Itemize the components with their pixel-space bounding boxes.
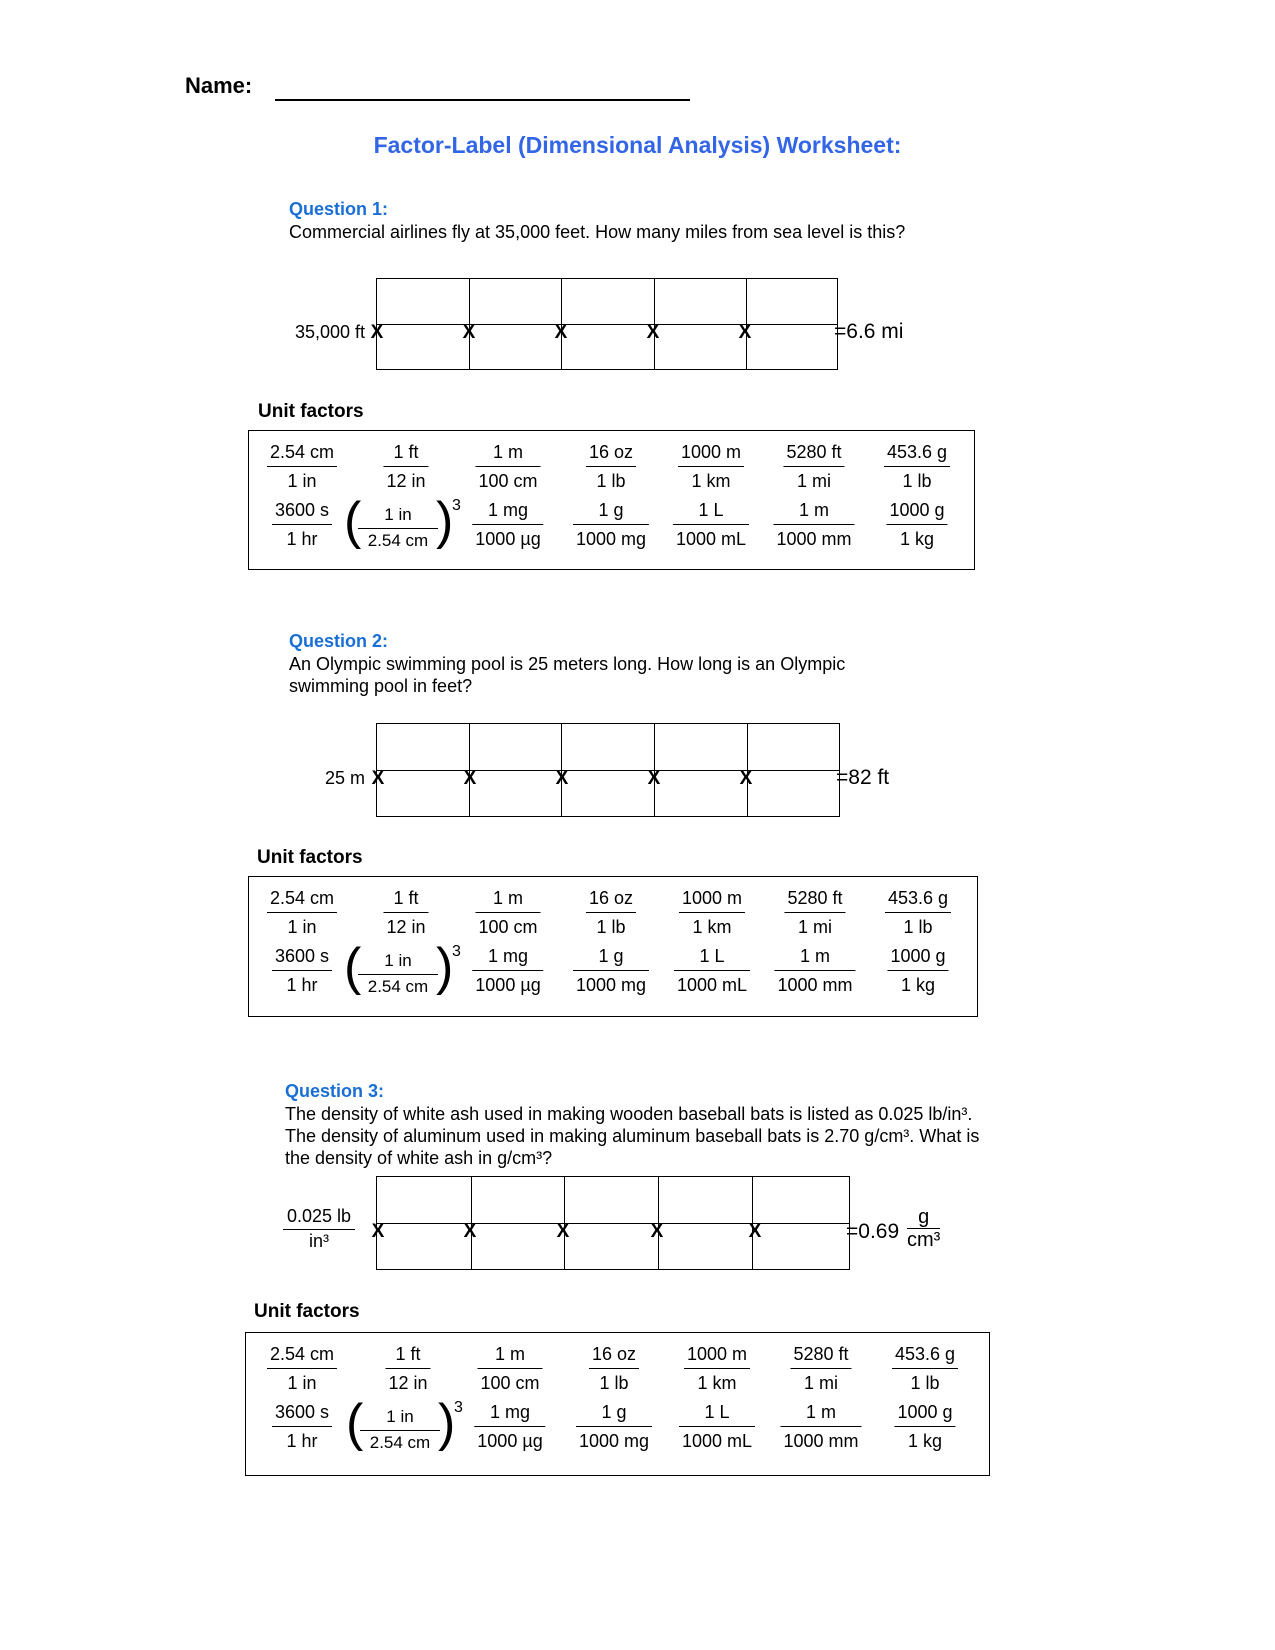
unit-factors-box [248, 876, 978, 1017]
unit-factor-denominator: 1 hr [286, 975, 318, 995]
unit-factor-denominator: 1000 mg [578, 1431, 650, 1451]
unit-factor-numerator: 1 ft [383, 441, 428, 467]
start-numerator: 0.025 lb [283, 1206, 355, 1230]
unit-factor-denominator: 100 cm [478, 917, 538, 937]
unit-factor-denominator: 1000 mL [676, 975, 748, 995]
unit-factor-numerator: 2.54 cm [267, 1343, 337, 1369]
unit-factor-numerator: 1 m [477, 1343, 542, 1369]
question-1-start-value: 35,000 ft [294, 322, 365, 342]
unit-factor-denominator: 2.54 cm [367, 531, 429, 550]
unit-factor-fraction [589, 1343, 639, 1394]
unit-factor-numerator: 2.54 cm [267, 441, 337, 467]
unit-factor-fraction [272, 1401, 332, 1452]
unit-factor-numerator: 1 L [679, 1401, 755, 1427]
unit-factor-fraction [477, 1343, 542, 1394]
name-blank-line[interactable] [275, 99, 690, 101]
unit-factors-heading: Unit factors [254, 1301, 360, 1322]
unit-factor-numerator: 5280 ft [790, 1343, 851, 1369]
unit-factor-fraction [780, 1401, 861, 1452]
multiply-sign: X [556, 1221, 570, 1242]
unit-factor-numerator: 453.6 g [885, 887, 951, 913]
unit-factors-box [248, 430, 975, 570]
unit-factor-fraction [267, 1343, 337, 1394]
unit-factor-fraction [684, 1343, 750, 1394]
unit-factor-fraction [576, 1401, 652, 1452]
unit-factor-denominator: 1 lb [599, 1373, 629, 1393]
unit-factor-numerator: 1000 g [887, 945, 948, 971]
unit-factor-numerator: 1 m [780, 1401, 861, 1427]
unit-factor-numerator: 1 g [573, 499, 649, 525]
exponent: 3 [452, 943, 461, 960]
question-2-text: An Olympic swimming pool is 25 meters long. How long is an Olympic swimming pool in feet? [289, 654, 846, 696]
unit-factor-numerator: 3600 s [272, 1401, 332, 1427]
unit-factor-denominator: 1 lb [910, 1373, 940, 1393]
question-2-heading: Question 2: [289, 631, 389, 651]
unit-factor-denominator: 1000 mm [776, 529, 852, 549]
multiply-sign: X [554, 322, 568, 343]
unit-factor-fraction [679, 887, 745, 938]
unit-factor-fraction [475, 887, 540, 938]
unit-factor-denominator: 1 kg [899, 529, 935, 549]
question-1-conversion-grid[interactable] [376, 278, 838, 370]
unit-factor-numerator: 1 m [475, 887, 540, 913]
multiply-sign: X [555, 768, 569, 789]
unit-factor-denominator: 1 kg [900, 975, 936, 995]
question-3-answer-units [907, 1206, 940, 1251]
unit-factor-numerator: 1 g [573, 945, 649, 971]
unit-factor-denominator: 1000 µg [477, 1431, 543, 1451]
unit-factor-denominator: 1 km [692, 917, 732, 937]
multiply-sign: X [371, 1221, 385, 1242]
unit-factor-denominator: 2.54 cm [367, 977, 429, 996]
unit-factor-denominator: 1000 mm [783, 1431, 859, 1451]
unit-factor-denominator: 1000 mL [675, 529, 747, 549]
unit-factor-denominator: 1 mi [803, 1373, 839, 1393]
unit-factor-denominator: 1 in [287, 1373, 317, 1393]
unit-factor-numerator: 1000 g [894, 1401, 955, 1427]
right-parenthesis: ) [436, 938, 454, 996]
unit-factor-fraction [892, 1343, 958, 1394]
right-parenthesis: ) [436, 492, 454, 550]
unit-factor-numerator: 1 ft [385, 1343, 430, 1369]
unit-factor-denominator: 1000 mg [575, 975, 647, 995]
unit-factor-fraction [267, 441, 337, 492]
unit-factor-denominator: 1000 mm [777, 975, 853, 995]
start-denominator: in³ [309, 1231, 330, 1251]
unit-factor-fraction [573, 945, 649, 996]
unit-factor-fraction [884, 441, 950, 492]
unit-factor-denominator: 1 in [287, 917, 317, 937]
unit-factor-numerator: 16 oz [589, 1343, 639, 1369]
multiply-sign: X [370, 322, 384, 343]
unit-factor-numerator: 1 mg [472, 945, 543, 971]
unit-factor-denominator: 1 km [697, 1373, 737, 1393]
unit-factor-fraction [887, 945, 948, 996]
unit-factor-denominator: 1 in [287, 471, 317, 491]
left-parenthesis: ( [344, 938, 362, 996]
question-3-text: The density of white ash used in making wooden baseball bats is listed as 0.025 lb/in³. The density of aluminum used in making aluminum baseball bats is 2.70 g/cm³. What is the density of white ash in g/cm³? [285, 1104, 980, 1168]
unit-factor-numerator: 16 oz [586, 441, 636, 467]
unit-factor-fraction [674, 945, 750, 996]
left-parenthesis: ( [344, 492, 362, 550]
unit-factor-numerator: 1 in [360, 1407, 440, 1431]
unit-factors-heading: Unit factors [258, 401, 364, 422]
unit-factor-numerator: 1 m [774, 945, 855, 971]
unit-factor-fraction [673, 499, 749, 550]
left-parenthesis: ( [346, 1394, 364, 1452]
unit-factor-fraction [586, 441, 636, 492]
multiply-sign: X [371, 768, 385, 789]
multiply-sign: X [646, 322, 660, 343]
multiply-sign: X [463, 1221, 477, 1242]
unit-factor-denominator: 1 lb [596, 471, 626, 491]
unit-factor-denominator: 12 in [388, 1373, 428, 1393]
multiply-sign: X [463, 768, 477, 789]
unit-factor-numerator: 1 in [358, 951, 438, 975]
question-3-heading: Question 3: [285, 1081, 385, 1101]
unit-factor-numerator: 5280 ft [784, 887, 845, 913]
multiply-sign: X [647, 768, 661, 789]
unit-factor-fraction [272, 499, 332, 550]
unit-factor-numerator: 1000 m [678, 441, 744, 467]
unit-factor-denominator: 1 lb [596, 917, 626, 937]
unit-factor-numerator: 1 in [358, 505, 438, 529]
unit-factor-fraction [385, 1343, 430, 1394]
unit-factor-fraction [678, 441, 744, 492]
unit-factor-numerator: 1 mg [474, 1401, 545, 1427]
unit-factor-fraction [790, 1343, 851, 1394]
unit-factor-numerator: 453.6 g [884, 441, 950, 467]
exponent: 3 [454, 1399, 463, 1416]
name-label: Name: [185, 73, 253, 98]
unit-factor-numerator: 1 m [773, 499, 854, 525]
unit-factor-denominator: 1000 mg [575, 529, 647, 549]
unit-factor-denominator: 12 in [386, 917, 426, 937]
multiply-sign: X [462, 322, 476, 343]
right-parenthesis: ) [438, 1394, 456, 1452]
unit-factor-denominator: 1 km [691, 471, 731, 491]
unit-factor-numerator: 1 m [475, 441, 540, 467]
unit-factor-fraction [886, 499, 947, 550]
unit-factors-box [245, 1332, 990, 1476]
multiply-sign: X [650, 1221, 664, 1242]
unit-factor-denominator: 12 in [386, 471, 426, 491]
unit-factor-fraction [586, 887, 636, 938]
unit-factor-fraction [474, 1401, 545, 1452]
unit-factor-fraction [679, 1401, 755, 1452]
unit-factor-numerator: 1 L [673, 499, 749, 525]
question-1-text: Commercial airlines fly at 35,000 feet. How many miles from sea level is this? [289, 222, 906, 242]
unit-factor-numerator: 5280 ft [783, 441, 844, 467]
unit-factor-numerator: 2.54 cm [267, 887, 337, 913]
unit-factor-numerator: 1 mg [472, 499, 543, 525]
unit-factor-numerator: 1 ft [383, 887, 428, 913]
unit-factor-fraction [573, 499, 649, 550]
unit-factor-denominator: 1 lb [902, 471, 932, 491]
unit-factors-heading: Unit factors [257, 847, 363, 868]
answer-numerator: g [907, 1206, 940, 1229]
unit-factor-denominator: 100 cm [478, 471, 538, 491]
answer-denominator: cm³ [907, 1229, 941, 1251]
unit-factor-numerator: 3600 s [272, 499, 332, 525]
unit-factor-numerator: 1 g [576, 1401, 652, 1427]
unit-factor-denominator: 1 lb [903, 917, 933, 937]
unit-factor-denominator: 100 cm [480, 1373, 540, 1393]
unit-factor-denominator: 1000 mL [681, 1431, 753, 1451]
unit-factor-denominator: 1 kg [907, 1431, 943, 1451]
unit-factor-fraction [894, 1401, 955, 1452]
unit-factor-fraction [472, 945, 543, 996]
unit-factor-fraction [383, 441, 428, 492]
unit-factor-fraction [885, 887, 951, 938]
unit-factor-fraction [475, 441, 540, 492]
unit-factor-numerator: 453.6 g [892, 1343, 958, 1369]
worksheet-title: Factor-Label (Dimensional Analysis) Worksheet: [373, 132, 902, 158]
unit-factor-denominator: 1000 µg [475, 975, 541, 995]
unit-factor-fraction [383, 887, 428, 938]
exponent: 3 [452, 497, 461, 514]
unit-factor-denominator: 1000 µg [475, 529, 541, 549]
unit-factor-numerator: 1 L [674, 945, 750, 971]
multiply-sign: X [739, 768, 753, 789]
question-2-answer: =82 ft [836, 766, 890, 789]
unit-factor-fraction [272, 945, 332, 996]
question-3-answer: =0.69 [846, 1220, 900, 1243]
question-3-conversion-grid[interactable] [376, 1176, 850, 1270]
unit-factor-fraction [472, 499, 543, 550]
unit-factor-fraction [773, 499, 854, 550]
unit-factor-denominator: 2.54 cm [369, 1433, 431, 1452]
unit-factor-numerator: 1000 m [679, 887, 745, 913]
question-1-heading: Question 1: [289, 199, 389, 219]
unit-factor-fraction [783, 441, 844, 492]
unit-factor-denominator: 1 mi [796, 471, 832, 491]
unit-factor-numerator: 1000 g [886, 499, 947, 525]
unit-factor-denominator: 1 hr [286, 529, 318, 549]
question-2-conversion-grid[interactable] [376, 723, 840, 817]
question-2-start-value: 25 m [324, 768, 365, 788]
unit-factor-fraction [267, 887, 337, 938]
unit-factor-fraction [784, 887, 845, 938]
unit-factor-denominator: 1 mi [797, 917, 833, 937]
question-3-start-value [283, 1206, 355, 1252]
unit-factor-numerator: 3600 s [272, 945, 332, 971]
unit-factor-fraction [774, 945, 855, 996]
unit-factor-denominator: 1 hr [286, 1431, 318, 1451]
multiply-sign: X [738, 322, 752, 343]
unit-factor-numerator: 16 oz [586, 887, 636, 913]
question-1-answer: =6.6 mi [834, 320, 904, 343]
multiply-sign: X [748, 1221, 762, 1242]
unit-factor-numerator: 1000 m [684, 1343, 750, 1369]
